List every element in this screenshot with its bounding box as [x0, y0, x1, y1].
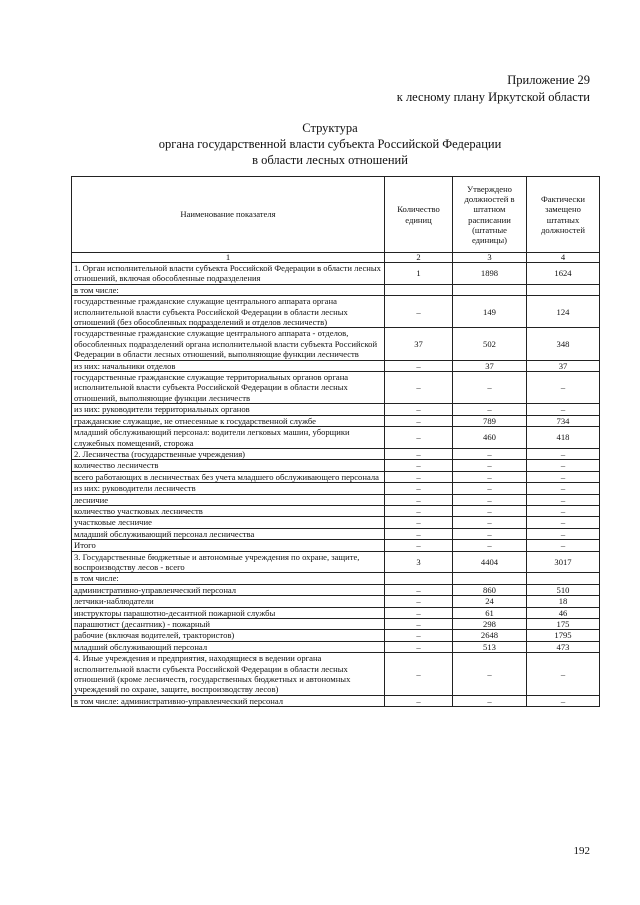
table-row	[72, 551, 600, 573]
cell-indicator-name: в том числе: административно-управленческий персонал	[72, 695, 385, 706]
cell-filled-positions	[527, 284, 600, 295]
cell-approved-positions: 149	[453, 296, 527, 328]
cell-filled-positions: 175	[527, 619, 600, 630]
table-row	[72, 404, 600, 415]
cell-unit-count: –	[385, 505, 453, 516]
cell-approved-positions: 37	[453, 360, 527, 371]
cell-filled-positions: 510	[527, 584, 600, 595]
table-row	[72, 619, 600, 630]
column-number-row	[72, 253, 600, 263]
cell-filled-positions: –	[527, 695, 600, 706]
cell-unit-count: –	[385, 641, 453, 652]
cell-approved-positions: 298	[453, 619, 527, 630]
cell-approved-positions: –	[453, 494, 527, 505]
cell-approved-positions: 513	[453, 641, 527, 652]
cell-unit-count: –	[385, 695, 453, 706]
table-row	[72, 641, 600, 652]
column-number: 1	[72, 253, 385, 263]
cell-unit-count: –	[385, 360, 453, 371]
cell-indicator-name: государственные гражданские служащие территориальных органов органа исполнительной власти субъекта Российской Федерации в области лесных отношений, выполняющие функции лесничеств	[72, 372, 385, 404]
table-row	[72, 328, 600, 360]
document-title	[60, 120, 600, 168]
cell-indicator-name: лесничие	[72, 494, 385, 505]
cell-approved-positions: 2648	[453, 630, 527, 641]
cell-indicator-name: из них: начальники отделов	[72, 360, 385, 371]
cell-approved-positions: –	[453, 653, 527, 696]
cell-indicator-name: государственные гражданские служащие центрального аппарата - отделов, обособленных подразделений органа исполнительной власти субъекта Российской Федерации в области лесных отношений, выполняющие функции лесничеств	[72, 328, 385, 360]
cell-filled-positions: –	[527, 505, 600, 516]
cell-approved-positions: –	[453, 372, 527, 404]
cell-unit-count: –	[385, 528, 453, 539]
cell-indicator-name: количество лесничеств	[72, 460, 385, 471]
cell-unit-count: –	[385, 494, 453, 505]
cell-unit-count: –	[385, 584, 453, 595]
cell-approved-positions	[453, 284, 527, 295]
table-row	[72, 460, 600, 471]
cell-unit-count: –	[385, 296, 453, 328]
cell-filled-positions: –	[527, 483, 600, 494]
column-number: 2	[385, 253, 453, 263]
cell-filled-positions: –	[527, 471, 600, 482]
cell-filled-positions	[527, 573, 600, 584]
table-row	[72, 415, 600, 426]
cell-filled-positions: 1795	[527, 630, 600, 641]
table-row	[72, 607, 600, 618]
appendix-subtitle: к лесному плану Иркутской области	[396, 90, 590, 104]
cell-unit-count: –	[385, 483, 453, 494]
cell-filled-positions: 18	[527, 596, 600, 607]
title-line-1: Структура	[302, 121, 358, 135]
cell-unit-count: 37	[385, 328, 453, 360]
cell-approved-positions: –	[453, 505, 527, 516]
cell-approved-positions: –	[453, 471, 527, 482]
cell-indicator-name: парашютист (десантник) - пожарный	[72, 619, 385, 630]
cell-unit-count	[385, 573, 453, 584]
cell-unit-count: –	[385, 596, 453, 607]
cell-filled-positions: 473	[527, 641, 600, 652]
cell-indicator-name: количество участковых лесничеств	[72, 505, 385, 516]
table-row	[72, 494, 600, 505]
cell-filled-positions: 734	[527, 415, 600, 426]
cell-filled-positions: –	[527, 528, 600, 539]
cell-indicator-name: административно-управленческий персонал	[72, 584, 385, 595]
cell-unit-count: 1	[385, 263, 453, 285]
cell-indicator-name: всего работающих в лесничествах без учета младшего обслуживающего персонала	[72, 471, 385, 482]
cell-unit-count: –	[385, 460, 453, 471]
structure-table	[71, 176, 600, 707]
cell-indicator-name: 4. Иные учреждения и предприятия, находящиеся в ведении органа исполнительной власти субъекта Российской Федерации в области лесных отношений (кроме лесничеств, государственных бюджетных и автономных учреждений по охране, защите, воспроизводству лесов)	[72, 653, 385, 696]
cell-indicator-name: младший обслуживающий персонал: водители легковых машин, уборщики служебных помещений, сторожа	[72, 427, 385, 449]
header-unit-count: Количество единиц	[385, 177, 453, 253]
table-row	[72, 596, 600, 607]
cell-approved-positions: –	[453, 517, 527, 528]
page-number: 192	[573, 845, 590, 857]
table-row	[72, 517, 600, 528]
cell-filled-positions: 124	[527, 296, 600, 328]
cell-indicator-name: в том числе:	[72, 284, 385, 295]
cell-filled-positions: –	[527, 404, 600, 415]
cell-indicator-name: в том числе:	[72, 573, 385, 584]
cell-indicator-name: из них: руководители территориальных органов	[72, 404, 385, 415]
cell-approved-positions: 789	[453, 415, 527, 426]
table-row	[72, 573, 600, 584]
title-line-3: в области лесных отношений	[252, 153, 408, 167]
table-row	[72, 483, 600, 494]
appendix-title: Приложение 29	[507, 73, 590, 87]
cell-approved-positions: 1898	[453, 263, 527, 285]
cell-unit-count: –	[385, 607, 453, 618]
table-row	[72, 448, 600, 459]
cell-indicator-name: 2. Лесничества (государственные учреждения)	[72, 448, 385, 459]
cell-approved-positions: 502	[453, 328, 527, 360]
cell-filled-positions: –	[527, 460, 600, 471]
table-row	[72, 284, 600, 295]
cell-approved-positions: 4404	[453, 551, 527, 573]
table-row	[72, 427, 600, 449]
cell-filled-positions: –	[527, 372, 600, 404]
cell-approved-positions	[453, 573, 527, 584]
cell-filled-positions: –	[527, 517, 600, 528]
table-row	[72, 372, 600, 404]
cell-filled-positions: –	[527, 448, 600, 459]
cell-indicator-name: младший обслуживающий персонал лесничества	[72, 528, 385, 539]
cell-filled-positions: –	[527, 494, 600, 505]
table-row	[72, 471, 600, 482]
cell-unit-count: –	[385, 540, 453, 551]
cell-indicator-name: рабочие (включая водителей, трактористов)	[72, 630, 385, 641]
table-header-row	[72, 177, 600, 253]
cell-filled-positions: 418	[527, 427, 600, 449]
cell-approved-positions: –	[453, 528, 527, 539]
cell-approved-positions: –	[453, 483, 527, 494]
cell-unit-count: –	[385, 415, 453, 426]
cell-unit-count: –	[385, 653, 453, 696]
cell-indicator-name: гражданские служащие, не отнесенные к государственной службе	[72, 415, 385, 426]
cell-approved-positions: –	[453, 448, 527, 459]
cell-indicator-name: государственные гражданские служащие центрального аппарата органа исполнительной власти субъекта Российской Федерации в области лесных отношений (без обособленных подразделений и отделов лесничеств)	[72, 296, 385, 328]
table-row	[72, 630, 600, 641]
column-number: 3	[453, 253, 527, 263]
table-row	[72, 505, 600, 516]
cell-unit-count: 3	[385, 551, 453, 573]
table-row	[72, 584, 600, 595]
cell-approved-positions: –	[453, 460, 527, 471]
cell-approved-positions: –	[453, 695, 527, 706]
cell-unit-count: –	[385, 427, 453, 449]
cell-filled-positions: 3017	[527, 551, 600, 573]
table-row	[72, 263, 600, 285]
cell-approved-positions: 460	[453, 427, 527, 449]
header-approved-positions: Утверждено должностей в штатном расписании (штатные единицы)	[453, 177, 527, 253]
table-row	[72, 695, 600, 706]
cell-unit-count: –	[385, 404, 453, 415]
cell-filled-positions: 46	[527, 607, 600, 618]
header-indicator-name: Наименование показателя	[72, 177, 385, 253]
cell-unit-count: –	[385, 448, 453, 459]
table-row	[72, 528, 600, 539]
cell-indicator-name: инструкторы парашютно-десантной пожарной службы	[72, 607, 385, 618]
cell-indicator-name: младший обслуживающий персонал	[72, 641, 385, 652]
cell-approved-positions: –	[453, 540, 527, 551]
table-row	[72, 296, 600, 328]
cell-filled-positions: 1624	[527, 263, 600, 285]
title-line-2: органа государственной власти субъекта Российской Федерации	[158, 137, 502, 151]
cell-filled-positions: 37	[527, 360, 600, 371]
cell-indicator-name: участковые лесничие	[72, 517, 385, 528]
cell-unit-count: –	[385, 372, 453, 404]
column-number: 4	[527, 253, 600, 263]
cell-approved-positions: –	[453, 404, 527, 415]
cell-filled-positions: 348	[527, 328, 600, 360]
cell-approved-positions: 24	[453, 596, 527, 607]
table-row	[72, 653, 600, 696]
cell-indicator-name: из них: руководители лесничеств	[72, 483, 385, 494]
cell-unit-count: –	[385, 517, 453, 528]
cell-filled-positions: –	[527, 540, 600, 551]
header-filled-positions: Фактически замещено штатных должностей	[527, 177, 600, 253]
cell-unit-count	[385, 284, 453, 295]
cell-approved-positions: 860	[453, 584, 527, 595]
appendix-header	[397, 72, 590, 106]
table-row	[72, 360, 600, 371]
cell-filled-positions: –	[527, 653, 600, 696]
cell-indicator-name: летчики-наблюдатели	[72, 596, 385, 607]
cell-unit-count: –	[385, 619, 453, 630]
cell-unit-count: –	[385, 630, 453, 641]
cell-indicator-name: Итого	[72, 540, 385, 551]
cell-unit-count: –	[385, 471, 453, 482]
cell-approved-positions: 61	[453, 607, 527, 618]
table-row	[72, 540, 600, 551]
cell-indicator-name: 1. Орган исполнительной власти субъекта Российской Федерации в области лесных отношений, включая обособленные подразделения	[72, 263, 385, 285]
cell-indicator-name: 3. Государственные бюджетные и автономные учреждения по охране, защите, воспроизводству лесов - всего	[72, 551, 385, 573]
